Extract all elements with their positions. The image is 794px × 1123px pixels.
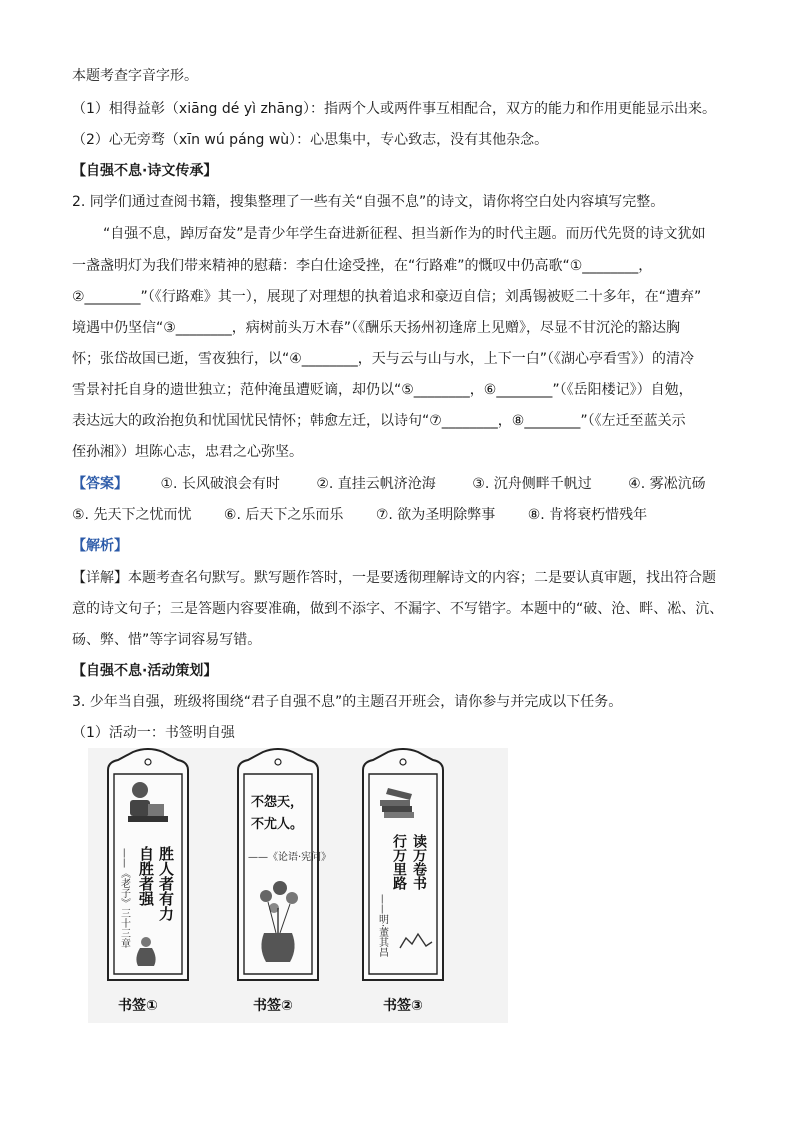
question-3-prompt: 3. 少年当自强，班级将围绕“君子自强不息”的主题召开班会，请你参与并完成以下任务。 <box>72 694 623 710</box>
passage-line-1: “自强不息，踔厉奋发”是青少年学生奋进新征程、担当新作为的时代主题。而历代先贤的诗文犹如 <box>103 226 706 242</box>
passage-line-5: 怀；张岱故国已逝，雪夜独行，以“④________，天与云与山与水，上下一白”（《湖心亭看雪》）的清冷 <box>72 351 695 367</box>
answer-item: ④. 雾凇沆砀 <box>628 476 706 492</box>
analysis-label: 【解析】 <box>72 538 128 554</box>
answer-item: ③. 沉舟侧畔千帆过 <box>472 476 592 492</box>
hole-icon <box>145 759 151 765</box>
answer-item: ⑤. 先天下之忧而忧 <box>72 507 192 523</box>
passage-line-4: 境遇中仍坚信“③________，病树前头万木春”（《酬乐天扬州初逢席上见赠》，尽显不甘沉沦的豁达胸 <box>72 320 681 336</box>
answers-row-2 <box>72 505 647 525</box>
answers-row-1 <box>72 474 706 494</box>
explanation-line-2: （2）心无旁骛（xīn wú páng wù）：心思集中，专心致志，没有其他杂念。 <box>72 132 549 148</box>
answer-item: ①. 长风破浪会有时 <box>160 476 280 492</box>
bookmark-3-text-2: 行万里路 <box>391 834 407 890</box>
passage-line-7: 表达远大的政治抱负和忧国忧民情怀；韩愈左迁，以诗句“⑦________，⑧________”（《左迁至蓝关示 <box>72 413 686 429</box>
answer-item: ⑦. 欲为圣明除弊事 <box>375 507 496 523</box>
passage-line-3: ②________”（《行路难》其一），展现了对理想的执着追求和豪迈自信；刘禹锡被贬二十多年，在“遭弃” <box>72 289 702 305</box>
bookmark-2-quote-1: 不怨天， <box>251 795 304 810</box>
bookmarks-svg <box>88 748 508 1023</box>
passage-line-6: 雪景衬托自身的遗世独立；范仲淹虽遭贬谪，却仍以“⑤________，⑥________”（《岳阳楼记》）自勉， <box>72 382 693 398</box>
passage-line-8: 侄孙湘》）坦陈心志，忠君之心弥坚。 <box>72 444 303 460</box>
bookmark-2-caption: 书签② <box>253 998 293 1014</box>
answer-label: 【答案】 <box>72 476 128 492</box>
bookmark-3-source: ——明·董其昌 <box>376 894 388 958</box>
answer-item: ②. 直挂云帆济沧海 <box>316 476 436 492</box>
explanation-line-1: （1）相得益彰（xiāng dé yì zhāng）：指两个人或两件事互相配合，双方的能力和作用更能显示出来。 <box>72 101 717 117</box>
bookmarks-illustration <box>88 748 508 1023</box>
bookmark-1-source: ——《老子》三十三章 <box>118 848 130 948</box>
hole-icon <box>275 759 281 765</box>
answer-item: ⑧. 肯将衰朽惜残年 <box>527 507 648 523</box>
detail-line-1: 【详解】本题考查名句默写。默写题作答时，一是要透彻理解诗文的内容；二是要认真审题，找出符合题 <box>72 570 716 586</box>
bookmark-1-caption: 书签① <box>118 998 158 1014</box>
answer-item: ⑥. 后天下之乐而乐 <box>223 507 344 523</box>
bookmark-3-caption: 书签③ <box>383 998 423 1014</box>
section-heading-activity: 【自强不息·活动策划】 <box>72 663 218 679</box>
bookmark-3-text-1: 读万卷书 <box>411 834 427 890</box>
bookmark-2-source: ——《论语·宪问》 <box>248 852 332 863</box>
section-heading-poetry: 【自强不息·诗文传承】 <box>72 163 218 179</box>
passage-line-2: 一盏盏明灯为我们带来精神的慰藉：李白仕途受挫，在“行路难”的慨叹中仍高歌“①________， <box>72 258 653 274</box>
question-2-prompt: 2. 同学们通过查阅书籍，搜集整理了一些有关“自强不息”的诗文，请你将空白处内容填写完整。 <box>72 194 665 210</box>
bookmark-1-text-1: 胜人者有力 <box>157 846 175 921</box>
bookmark-1-text-2: 自胜者强 <box>137 846 155 906</box>
bookmark-2-quote-2: 不尤人。 <box>251 817 304 832</box>
bookmark-2 <box>238 749 318 980</box>
hole-icon <box>400 759 406 765</box>
detail-line-2: 意的诗文句子；三是答题内容要准确，做到不添字、不漏字、不写错字。本题中的“破、沧、畔、凇、沆、 <box>72 601 724 617</box>
activity-1-label: （1）活动一：书签明自强 <box>72 725 235 741</box>
detail-line-3: 砀、弊、惜”等字词容易写错。 <box>72 632 262 648</box>
intro-line: 本题考查字音字形。 <box>72 68 198 84</box>
